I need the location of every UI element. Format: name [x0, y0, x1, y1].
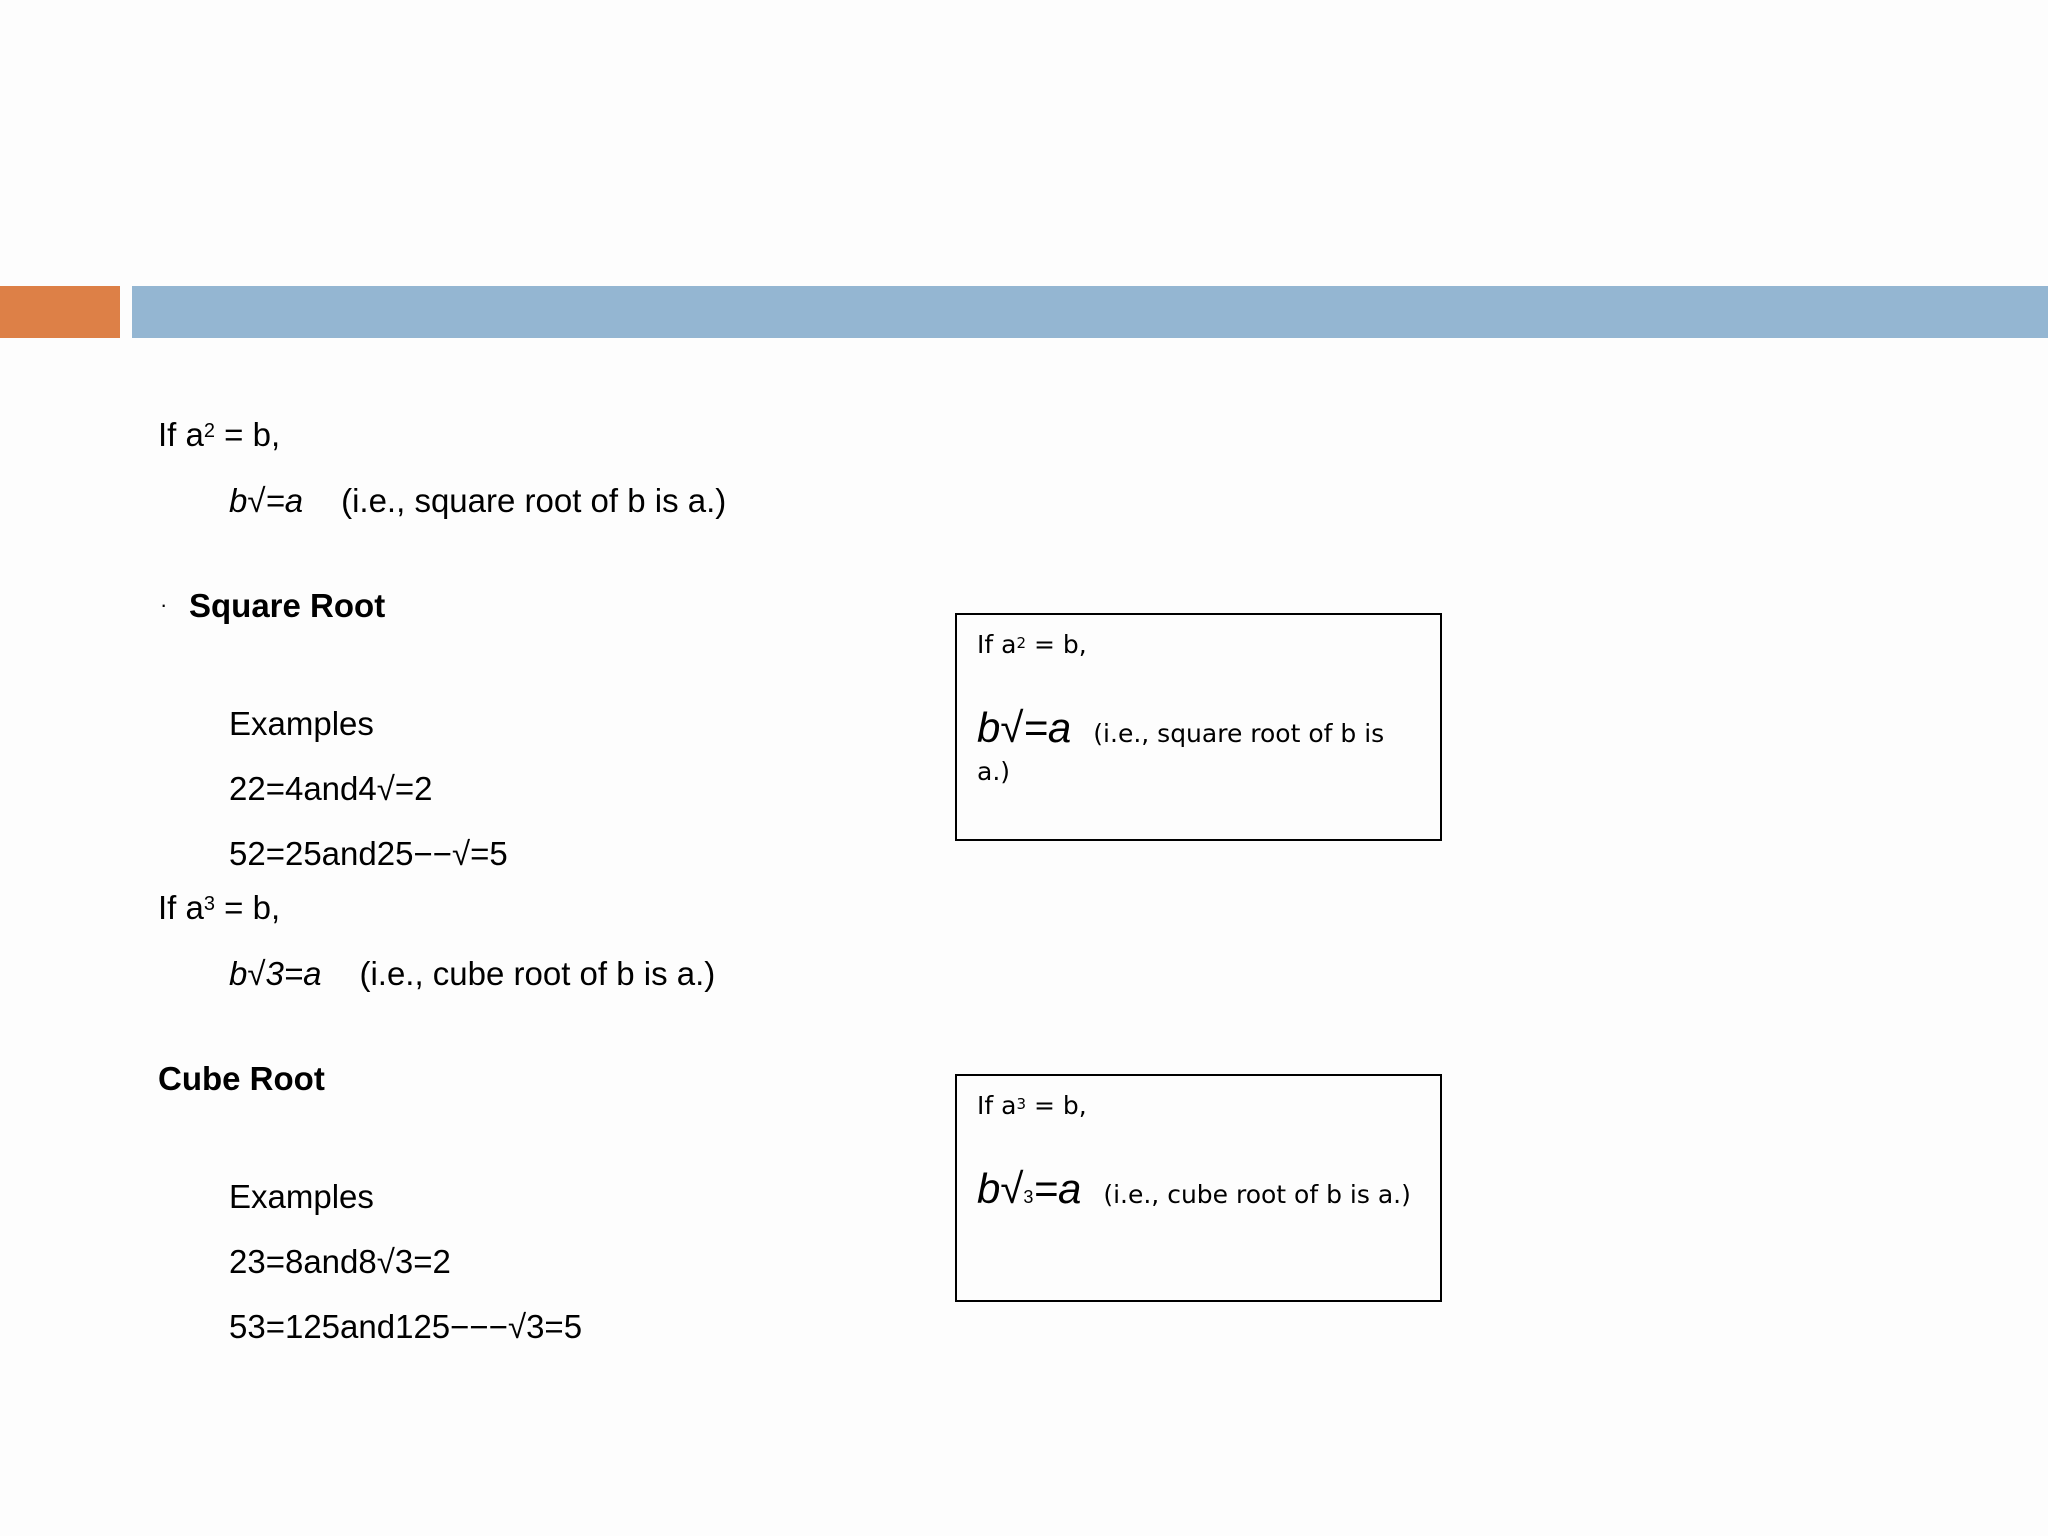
box-cube-if-prefix: If a [977, 1091, 1017, 1120]
box-cube-formula-end: =a [1033, 1165, 1082, 1212]
square-formula: b√=a [229, 482, 304, 519]
square-example-2: 52=25and25−−√=5 [229, 835, 508, 872]
square-explanation: (i.e., square root of b is a.) [341, 482, 727, 519]
square-example-1: 22=4and4√=2 [229, 770, 433, 807]
cube-formula-line [229, 954, 715, 994]
cube-exponent: 3 [203, 893, 215, 915]
box-square-exponent: 2 [1016, 634, 1026, 652]
square-root-heading: Square Root [189, 587, 386, 624]
box-square-if-suffix: = b, [1026, 630, 1087, 659]
cube-formula: b√3=a [229, 955, 322, 992]
box-cube-if-suffix: = b, [1026, 1091, 1087, 1120]
box-square-formula: b√=a [977, 704, 1072, 751]
square-root-bullet: · [160, 592, 168, 617]
box-square-if-prefix: If a [977, 630, 1017, 659]
box-cube-definition [977, 1088, 1087, 1124]
square-if-suffix: = b, [214, 416, 281, 453]
cube-root-heading: Cube Root [158, 1060, 325, 1097]
square-exponent: 2 [203, 420, 215, 442]
box-square-formula-line [977, 704, 1422, 791]
box-cube-formula-main: b√ [977, 1165, 1024, 1212]
box-cube-exponent: 3 [1016, 1095, 1026, 1113]
box-cube-formula [977, 1165, 1081, 1212]
square-if-prefix: If a [158, 416, 204, 453]
cube-explanation: (i.e., cube root of b is a.) [359, 955, 716, 992]
cube-example-2: 53=125and125−−−√3=5 [229, 1308, 583, 1345]
title-banner-accent [0, 286, 120, 338]
cube-if-suffix: = b, [214, 889, 281, 926]
cube-examples-label: Examples [229, 1178, 374, 1215]
cube-definition-line [158, 888, 280, 928]
box-cube-formula-line [977, 1165, 1422, 1216]
square-examples-label: Examples [229, 705, 374, 742]
cube-root-note-box [955, 1074, 1442, 1302]
box-cube-explanation: (i.e., cube root of b is a.) [1103, 1180, 1411, 1209]
box-cube-formula-index: 3 [1023, 1187, 1034, 1207]
square-root-note-box [955, 613, 1442, 841]
title-banner-bar [132, 286, 2048, 338]
square-formula-line [229, 481, 726, 521]
cube-if-prefix: If a [158, 889, 204, 926]
box-square-definition [977, 627, 1087, 663]
box-square-explanation: (i.e., square root of b is a.) [977, 719, 1385, 786]
square-definition-line [158, 415, 280, 455]
cube-example-1: 23=8and8√3=2 [229, 1243, 451, 1280]
